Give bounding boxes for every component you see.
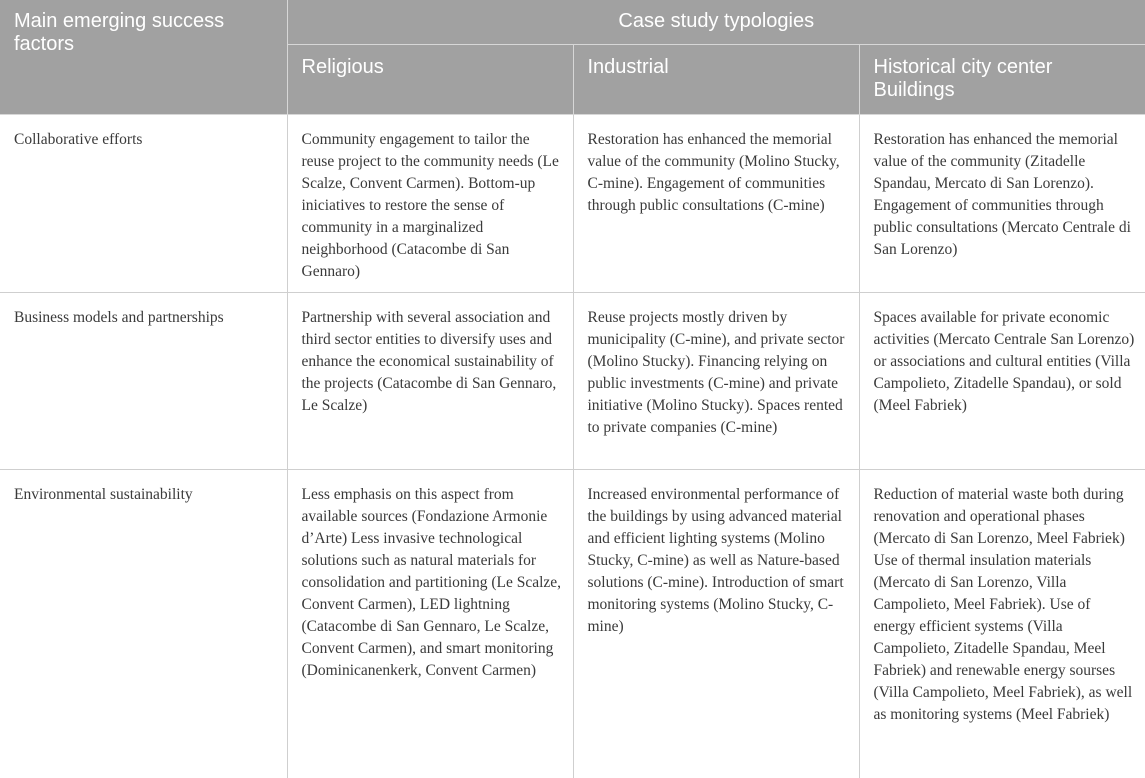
religious-cell: Less emphasis on this aspect from available sources (Fondazione Armonie d’Arte) Less invasive technological solutions such as natural materials for consolidation and partitioning (Le Scalze, Convent Carmen), LED lightning (Catacombe di San Gennaro, Le Scalze, Convent Carmen), and smart monitoring (Dominicanenkerk, Convent Carmen)	[287, 469, 573, 778]
industrial-cell: Reuse projects mostly driven by municipality (C-mine), and private sector (Molino Stucky). Financing relying on public investments (C-mine) and private initiative (Molino Stucky). Spaces rented to private companies (C-mine)	[573, 292, 859, 469]
header-row-top	[0, 0, 1145, 44]
industrial-cell: Restoration has enhanced the memorial value of the community (Molino Stucky, C-mine). Engagement of communities through public consultations (C-mine)	[573, 114, 859, 292]
religious-cell: Partnership with several association and third sector entities to diversify uses and enhance the economical sustainability of the projects (Catacombe di San Gennaro, Le Scalze)	[287, 292, 573, 469]
table-header	[0, 0, 1145, 114]
historical-cell: Restoration has enhanced the memorial value of the community (Zitadelle Spandau, Mercato di San Lorenzo). Engagement of communities through public consultations (Mercato Centrale di San Lorenzo)	[859, 114, 1145, 292]
historical-cell: Spaces available for private economic activities (Mercato Centrale San Lorenzo) or associations and cultural entities (Villa Campolieto, Zitadelle Spandau), or sold (Meel Fabriek)	[859, 292, 1145, 469]
religious-cell: Community engagement to tailor the reuse project to the community needs (Le Scalze, Convent Carmen). Bottom-up iniciatives to restore the sense of community in a marginalized neighborhood (Catacombe di San Gennaro)	[287, 114, 573, 292]
table-row	[0, 292, 1145, 469]
historical-cell: Reduction of material waste both during renovation and operational phases (Mercato di San Lorenzo, Meel Fabriek) Use of thermal insulation materials (Mercato di San Lorenzo, Villa Campolieto, Meel Fabriek). Use of energy efficient systems (Villa Campolieto, Zitadelle Spandau, Meel Fabriek) and renewable energy sourses (Villa Campolieto, Meel Fabriek), as well as monitoring systems (Meel Fabriek)	[859, 469, 1145, 778]
header-success-factors: Main emerging success factors	[0, 0, 287, 114]
factor-cell: Environmental sustainability	[0, 469, 287, 778]
header-historical: Historical city center Buildings	[859, 44, 1145, 114]
header-case-study-typologies: Case study typologies	[287, 0, 1145, 44]
table-body	[0, 114, 1145, 778]
industrial-cell: Increased environmental performance of the buildings by using advanced material and efficient lighting systems (Molino Stucky, C-mine) as well as Nature-based solutions (C-mine). Introduction of smart monitoring systems (Molino Stucky, C-mine)	[573, 469, 859, 778]
header-industrial: Industrial	[573, 44, 859, 114]
table-row	[0, 114, 1145, 292]
header-religious: Religious	[287, 44, 573, 114]
table-row	[0, 469, 1145, 778]
factor-cell: Business models and partnerships	[0, 292, 287, 469]
factor-cell: Collaborative efforts	[0, 114, 287, 292]
